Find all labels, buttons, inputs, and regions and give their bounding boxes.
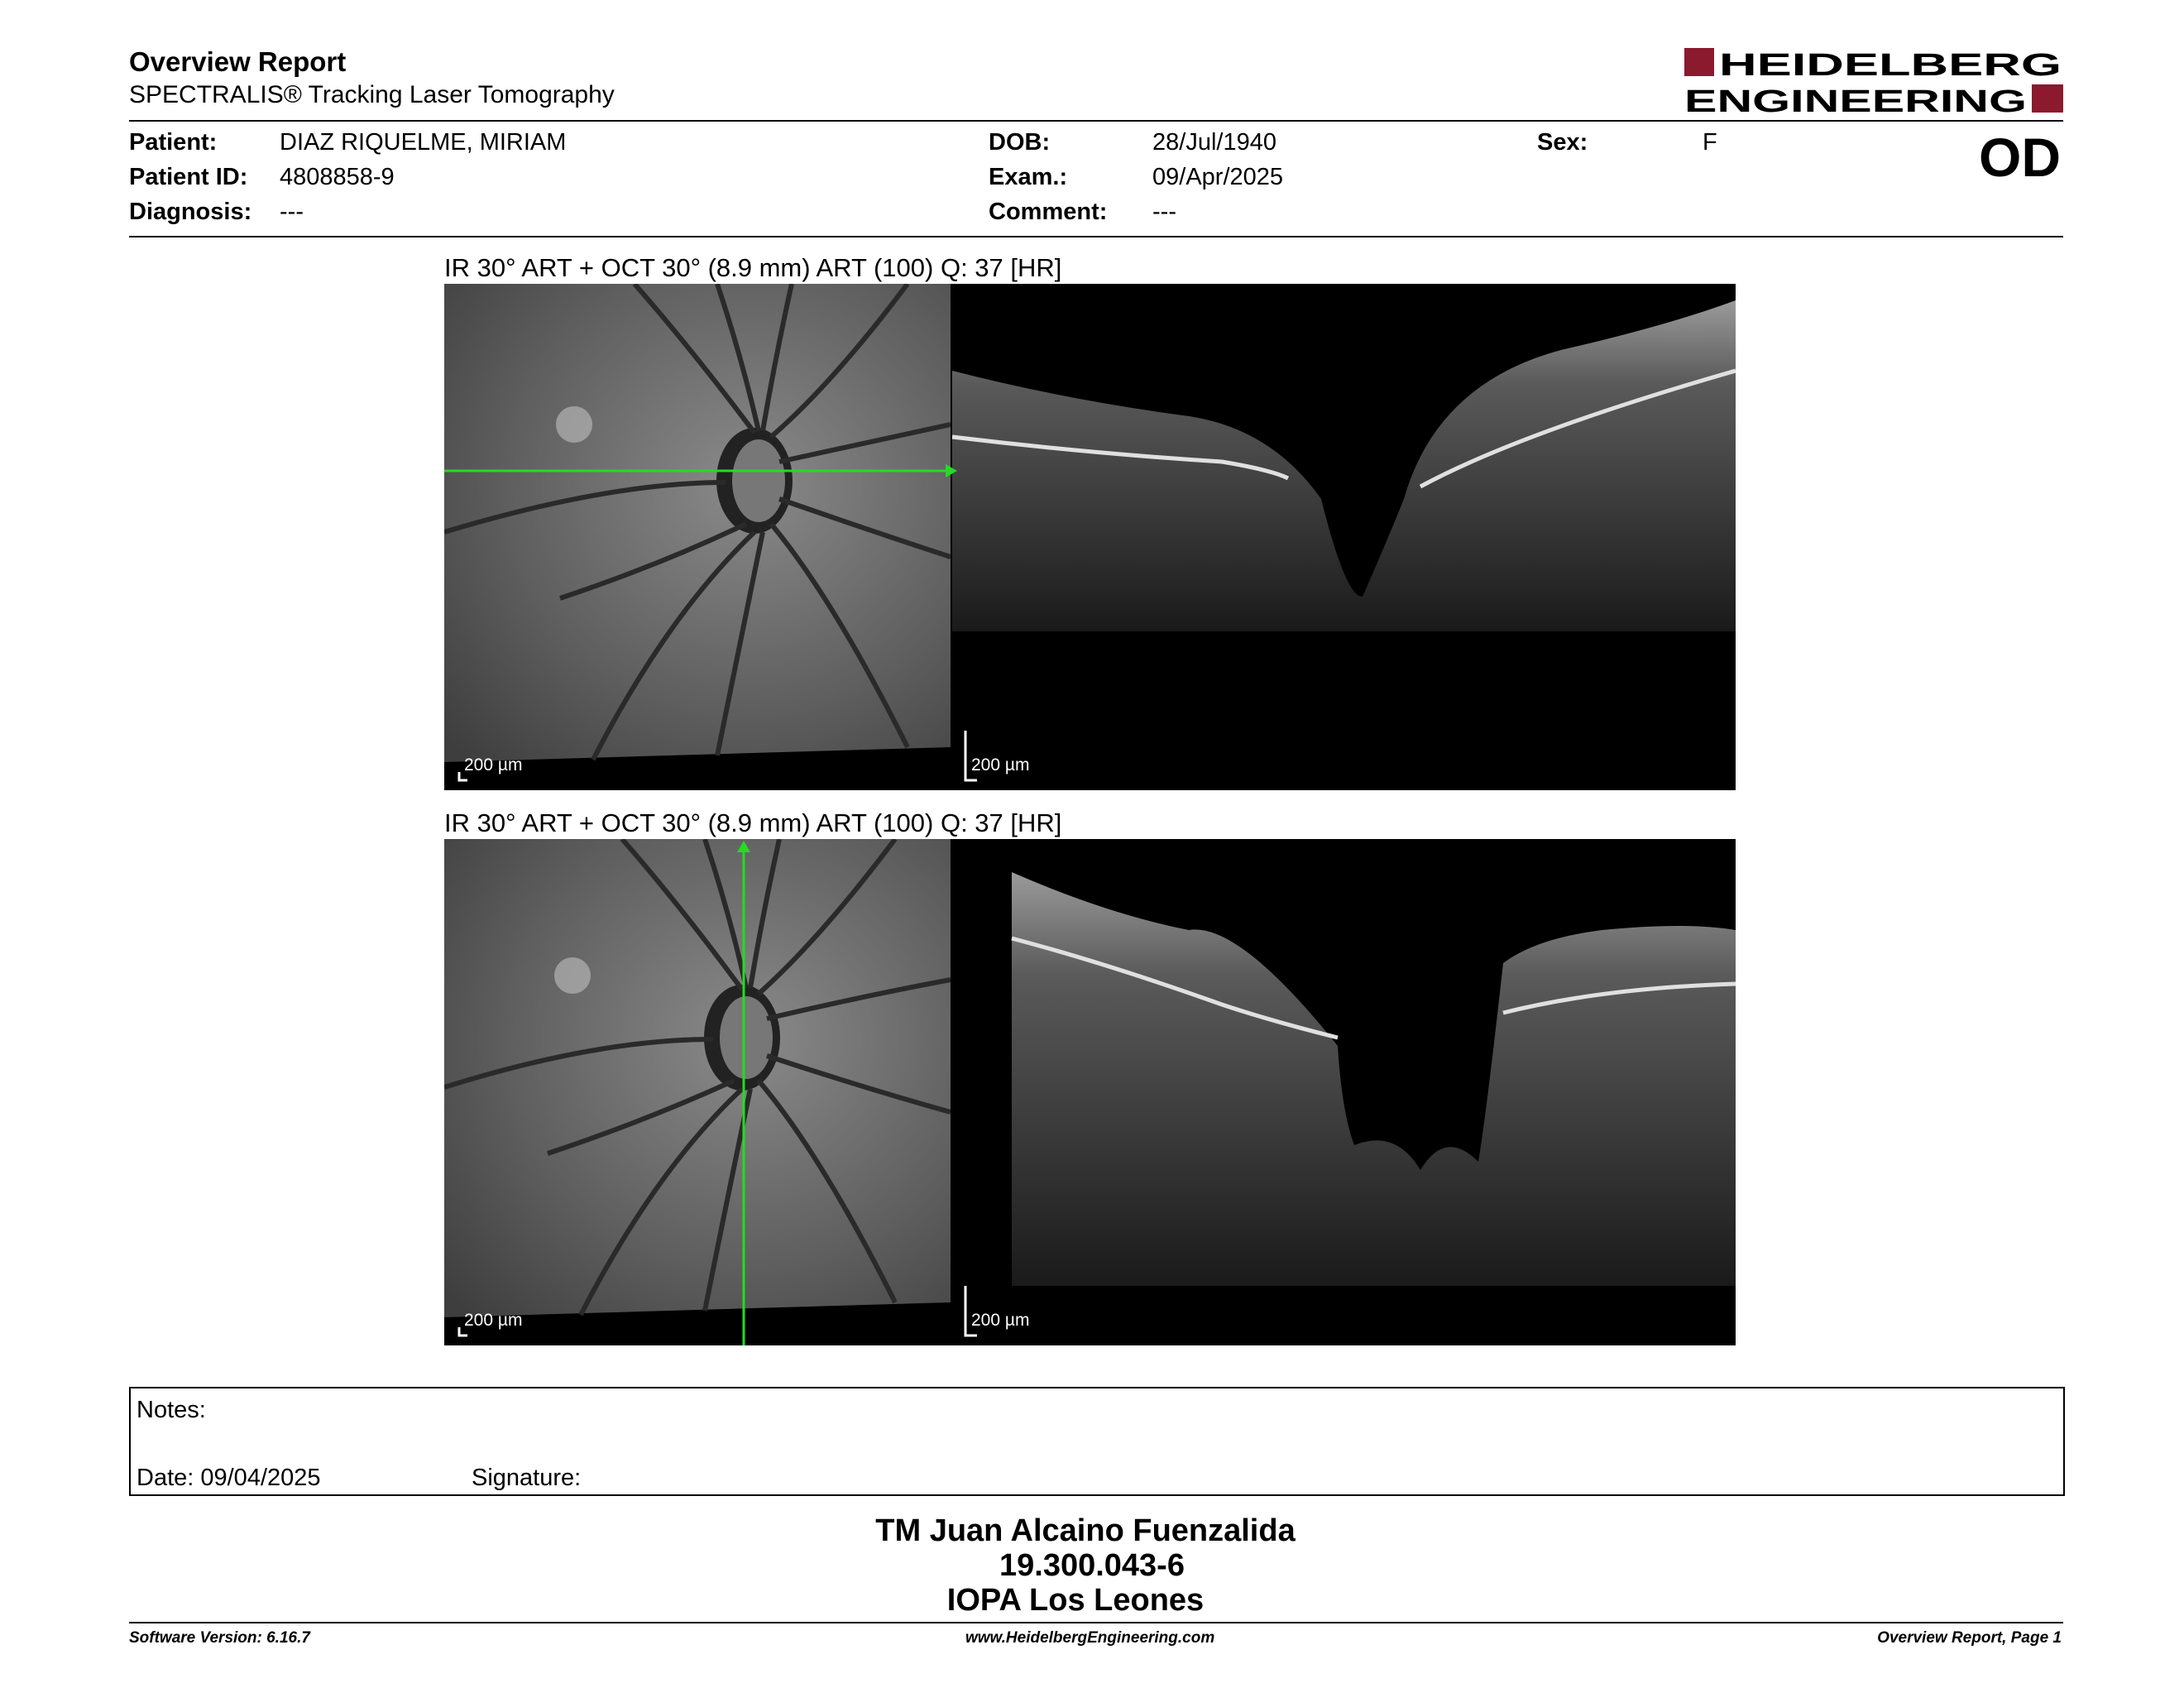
notes-label: Notes: xyxy=(136,1397,206,1423)
notes-box[interactable] xyxy=(129,1387,2065,1496)
scan-panel-vertical xyxy=(444,839,1736,1345)
report-subtitle: SPECTRALIS® Tracking Laser Tomography xyxy=(129,81,615,108)
exam-value: 09/Apr/2025 xyxy=(1152,164,1284,190)
fundus-image xyxy=(444,284,951,762)
header-divider xyxy=(129,120,2063,122)
dob-label: DOB: xyxy=(989,129,1051,156)
heidelberg-logo xyxy=(1684,45,2063,116)
scan-panel-horizontal xyxy=(444,284,1736,790)
patient-divider xyxy=(129,236,2063,237)
oct-scale-label: 200 µm xyxy=(971,1311,1030,1330)
software-version: Software Version: 6.16.7 xyxy=(129,1629,310,1647)
technician-name: TM Juan Alcaino Fuenzalida xyxy=(875,1513,1296,1548)
fundus-scale-label: 200 µm xyxy=(464,755,523,774)
scan-caption: IR 30° ART + OCT 30° (8.9 mm) ART (100) Q: 37 [HR] xyxy=(444,253,1062,282)
technician-id: 19.300.043-6 xyxy=(999,1548,1185,1583)
fundus-image xyxy=(444,839,951,1317)
svg-text:ENGINEERING: ENGINEERING xyxy=(1684,84,2027,116)
page-indicator: Overview Report, Page 1 xyxy=(1877,1629,2062,1647)
patient-id-label: Patient ID: xyxy=(129,164,248,190)
patient-id-value: 4808858-9 xyxy=(280,164,395,190)
sex-label: Sex: xyxy=(1537,129,1588,156)
institution-name: IOPA Los Leones xyxy=(946,1583,1205,1618)
comment-value: --- xyxy=(1152,199,1176,225)
patient-label: Patient: xyxy=(129,129,218,156)
oct-scale-label: 200 µm xyxy=(971,755,1030,774)
dob-value: 28/Jul/1940 xyxy=(1152,129,1276,156)
sex-value: F xyxy=(1703,129,1717,156)
signature-label: Signature: xyxy=(472,1465,582,1491)
eye-indicator: OD xyxy=(1979,127,2061,188)
diagnosis-value: --- xyxy=(280,199,304,225)
website-link[interactable]: www.HeidelbergEngineering.com xyxy=(965,1629,1215,1647)
scan-caption: IR 30° ART + OCT 30° (8.9 mm) ART (100) Q: 37 [HR] xyxy=(444,808,1062,837)
report-title: Overview Report xyxy=(129,46,347,77)
svg-text:HEIDELBERG: HEIDELBERG xyxy=(1719,48,2062,83)
patient-name: DIAZ RIQUELME, MIRIAM xyxy=(280,129,567,156)
fundus-scale-label: 200 µm xyxy=(464,1311,523,1330)
date-label: Date: 09/04/2025 xyxy=(136,1465,321,1491)
comment-label: Comment: xyxy=(989,199,1108,225)
footer-divider xyxy=(129,1622,2063,1623)
exam-label: Exam.: xyxy=(989,164,1068,190)
diagnosis-label: Diagnosis: xyxy=(129,199,252,225)
